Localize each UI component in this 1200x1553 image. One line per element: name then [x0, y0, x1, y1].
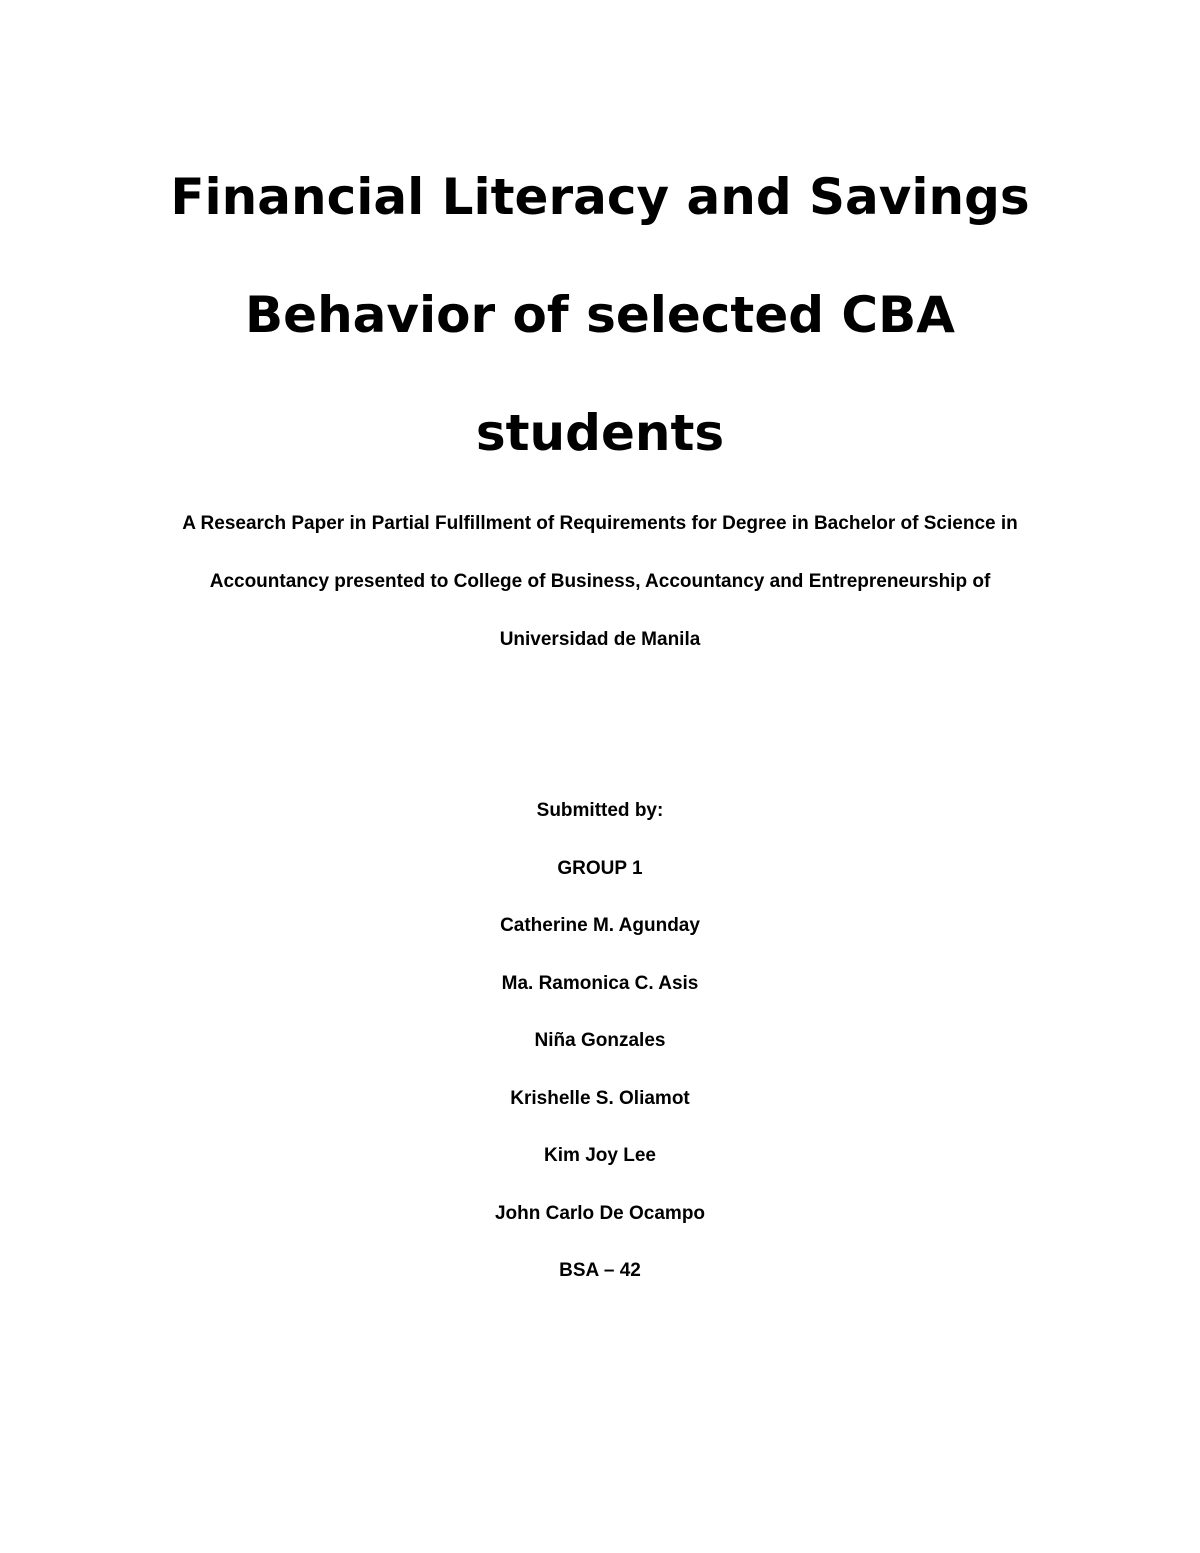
group-name: GROUP 1: [557, 857, 643, 879]
title-line-1: Financial Literacy and Savings: [170, 168, 1030, 226]
member-name: Ma. Ramonica C. Asis: [501, 972, 699, 994]
paper-description: [0, 495, 1200, 669]
member-name: John Carlo De Ocampo: [494, 1202, 706, 1224]
description-line-1: A Research Paper in Partial Fulfillment of Requirements for Degree in Bachelor of Science in: [182, 513, 1018, 534]
title-line-2: Behavior of selected CBA: [245, 286, 955, 344]
submission-block: [0, 782, 1200, 1300]
submitted-by-label: Submitted by:: [536, 800, 664, 821]
title-line-3: students: [475, 404, 725, 462]
description-line-2: Accountancy presented to College of Business, Accountancy and Entrepreneurship of: [209, 571, 991, 592]
member-name: Catherine M. Agunday: [500, 915, 700, 936]
description-line-3: Universidad de Manila: [499, 629, 701, 650]
paper-title: [0, 138, 1200, 492]
member-name: Niña Gonzales: [534, 1030, 666, 1051]
section-label: BSA – 42: [559, 1260, 641, 1281]
member-name: Krishelle S. Oliamot: [510, 1087, 690, 1109]
member-name: Kim Joy Lee: [544, 1145, 656, 1166]
